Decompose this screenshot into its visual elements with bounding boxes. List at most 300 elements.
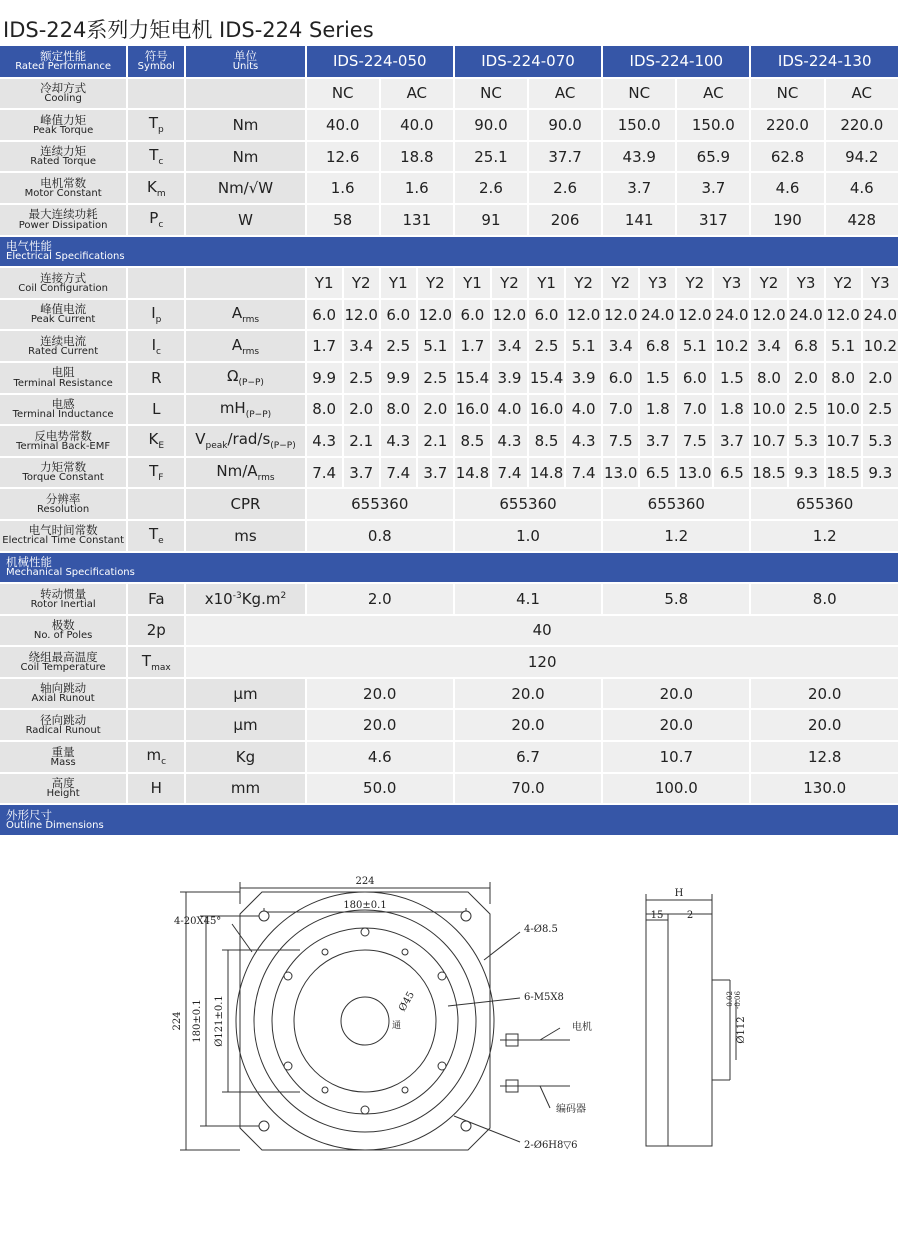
- dim-224-left: 224: [172, 1011, 183, 1031]
- value-cell: 90.0: [454, 109, 528, 141]
- value-cell: 1.2: [750, 520, 899, 552]
- section-electrical-en: Electrical Specifications: [6, 251, 125, 263]
- value-cell: 5.8: [602, 583, 750, 615]
- value-cell: 20.0: [306, 709, 454, 741]
- value-cell: 206: [528, 204, 602, 236]
- value-cell: 5.1: [417, 330, 454, 362]
- value-cell: 4.3: [491, 425, 528, 457]
- value-cell: 4.6: [825, 172, 899, 204]
- value-cell: 12.0: [750, 299, 787, 331]
- row-label: [0, 267, 127, 299]
- unit: V: [195, 430, 206, 449]
- symbol: T: [148, 525, 159, 544]
- rated-row: [0, 141, 899, 173]
- section-mechanical: [0, 552, 899, 584]
- model-header: IDS-224-050: [306, 46, 454, 78]
- row-label-en: Radical Runout: [25, 725, 101, 737]
- row-label-en: Terminal Back-EMF: [16, 440, 111, 452]
- value-cell: 8.0: [750, 583, 899, 615]
- value-cell: Y1: [306, 267, 343, 299]
- symbol: L: [152, 400, 161, 419]
- row-label: [0, 204, 127, 236]
- value-cell: 12.8: [750, 741, 899, 773]
- symbol-cell: [127, 583, 185, 615]
- value-cell: 13.0: [602, 457, 639, 489]
- dim-180-left: 180±0.1: [192, 999, 203, 1043]
- value-cell: 428: [825, 204, 899, 236]
- value-cell: 8.0: [750, 362, 787, 394]
- value-cell: 70.0: [454, 773, 602, 805]
- row-label-zh: 峰值力矩: [40, 112, 87, 127]
- value-cell: 1.5: [639, 362, 676, 394]
- header-symbol: [127, 46, 185, 78]
- value-cell: 4.6: [306, 741, 454, 773]
- row-label-zh: 最大连续功耗: [28, 207, 98, 222]
- elec-row: [0, 299, 899, 331]
- span-value: 120: [185, 646, 899, 678]
- value-cell: 43.9: [602, 141, 676, 173]
- row-label-en: Terminal Resistance: [13, 377, 113, 389]
- unit: Nm: [232, 147, 259, 166]
- value-cell: 20.0: [454, 678, 602, 710]
- value-cell: 2.5: [417, 362, 454, 394]
- row-label-zh: 分辨率: [45, 491, 81, 506]
- symbol-sub: e: [158, 536, 164, 547]
- value-cell: 3.7: [602, 172, 676, 204]
- dim-224-top: 224: [355, 876, 375, 887]
- symbol: 2p: [146, 621, 166, 640]
- row-label: [0, 741, 127, 773]
- value-cell: 2.5: [528, 330, 565, 362]
- row-label-zh: 反电势常数: [34, 428, 92, 443]
- value-cell: 130.0: [750, 773, 899, 805]
- section-outline-en: Outline Dimensions: [6, 819, 104, 831]
- value-cell: 12.0: [417, 299, 454, 331]
- symbol: Fa: [148, 589, 165, 608]
- mech-row: [0, 773, 899, 805]
- row-label: [0, 141, 127, 173]
- value-cell: 20.0: [750, 709, 899, 741]
- elec-row: [0, 457, 899, 489]
- value-cell: 655360: [602, 488, 750, 520]
- rated-row: [0, 172, 899, 204]
- unit-cell: [185, 394, 305, 426]
- value-cell: 6.0: [306, 299, 343, 331]
- value-cell: Y2: [417, 267, 454, 299]
- value-cell: 1.6: [306, 172, 380, 204]
- side-view: [646, 914, 712, 1146]
- symbol-cell: [127, 78, 185, 110]
- dim-121: Ø121±0.1: [214, 995, 225, 1047]
- symbol: T: [149, 462, 159, 481]
- value-cell: 1.2: [602, 520, 750, 552]
- row-label: [0, 299, 127, 331]
- value-cell: Y3: [862, 267, 899, 299]
- value-cell: 2.0: [306, 583, 454, 615]
- unit-sub: rms: [257, 473, 275, 484]
- value-cell: 3.4: [491, 330, 528, 362]
- value-cell: 4.0: [491, 394, 528, 426]
- symbol: I: [151, 304, 156, 323]
- header-symbol-zh: 符号: [144, 49, 168, 64]
- row-label-en: Rated Current: [28, 345, 99, 357]
- unit2: Kg.m: [241, 589, 281, 608]
- value-cell: 6.0: [528, 299, 565, 331]
- value-cell: 6.0: [454, 299, 491, 331]
- row-label: [0, 615, 127, 647]
- section-mechanical-en: Mechanical Specifications: [6, 567, 135, 579]
- header-row: [0, 46, 899, 78]
- unit: μm: [233, 684, 258, 703]
- value-cell: 20.0: [602, 678, 750, 710]
- row-label-zh: 连接方式: [40, 270, 87, 285]
- unit-sub: (P−P): [238, 378, 264, 389]
- hole-label: 4-Ø8.5: [524, 924, 558, 935]
- row-label-en: Coil Configuration: [18, 282, 108, 294]
- value-cell: 1.7: [306, 330, 343, 362]
- value-cell: 3.7: [417, 457, 454, 489]
- value-cell: 141: [602, 204, 676, 236]
- unit: A: [231, 304, 243, 323]
- unit: mm: [230, 779, 261, 798]
- header-units-en: Units: [232, 61, 259, 73]
- row-label: [0, 362, 127, 394]
- rated-row: [0, 109, 899, 141]
- value-cell: 20.0: [454, 709, 602, 741]
- symbol: T: [149, 146, 159, 165]
- value-cell: Y2: [491, 267, 528, 299]
- value-cell: 15.4: [528, 362, 565, 394]
- value-cell: Y2: [676, 267, 713, 299]
- value-cell: 2.1: [417, 425, 454, 457]
- row-label-zh: 高度: [51, 776, 75, 791]
- row-label-en: Axial Runout: [31, 693, 95, 705]
- value-cell: 3.7: [676, 172, 750, 204]
- value-cell: 40.0: [306, 109, 380, 141]
- symbol-cell: [127, 457, 185, 489]
- section-electrical-cell: [0, 236, 899, 268]
- symbol-cell: [127, 773, 185, 805]
- model-header: IDS-224-100: [602, 46, 750, 78]
- value-cell: 8.0: [825, 362, 862, 394]
- section-outline-zh: 外形尺寸: [6, 807, 52, 822]
- value-cell: 94.2: [825, 141, 899, 173]
- value-cell: 91: [454, 204, 528, 236]
- value-cell: 6.5: [713, 457, 750, 489]
- value-cell: 12.0: [676, 299, 713, 331]
- unit-sub: rms: [242, 315, 260, 326]
- value-cell: 150.0: [602, 109, 676, 141]
- value-cell: 25.1: [454, 141, 528, 173]
- span-value: 40: [185, 615, 899, 647]
- symbol: I: [151, 335, 157, 354]
- value-cell: Y1: [528, 267, 565, 299]
- value-cell: 5.1: [676, 330, 713, 362]
- mech-row: [0, 709, 899, 741]
- symbol-sub: c: [161, 757, 167, 768]
- value-cell: 24.0: [788, 299, 825, 331]
- row-label-en: No. of Poles: [33, 630, 93, 642]
- value-cell: 1.8: [639, 394, 676, 426]
- value-cell: 1.5: [713, 362, 750, 394]
- symbol: K: [146, 177, 157, 196]
- value-cell: 1.6: [380, 172, 454, 204]
- value-cell: NC: [454, 78, 528, 110]
- value-cell: 40.0: [380, 109, 454, 141]
- value-cell: 2.0: [862, 362, 899, 394]
- value-cell: 9.9: [380, 362, 417, 394]
- unit-cell: [185, 457, 305, 489]
- unit-cell: [185, 362, 305, 394]
- value-cell: Y2: [343, 267, 380, 299]
- row-label-zh: 连续力矩: [40, 144, 87, 159]
- value-cell: 2.0: [788, 362, 825, 394]
- unit: Kg: [235, 747, 256, 766]
- pin-label: 2-Ø6H8▽6: [524, 1140, 578, 1151]
- value-cell: 12.0: [602, 299, 639, 331]
- mech-row: [0, 583, 899, 615]
- symbol: P: [149, 209, 159, 228]
- unit-cell: [185, 78, 305, 110]
- value-cell: 10.7: [750, 425, 787, 457]
- row-label: [0, 109, 127, 141]
- value-cell: 14.8: [528, 457, 565, 489]
- section-electrical-zh: 电气性能: [6, 239, 52, 254]
- unit-cell: [185, 520, 305, 552]
- symbol-cell: [127, 362, 185, 394]
- value-cell: 20.0: [750, 678, 899, 710]
- row-label-zh: 重量: [51, 744, 75, 759]
- value-cell: 220.0: [825, 109, 899, 141]
- symbol-cell: [127, 109, 185, 141]
- outline-drawing: [0, 860, 900, 1246]
- mech-row: [0, 646, 899, 678]
- unit: mH: [219, 398, 246, 417]
- value-cell: NC: [750, 78, 824, 110]
- row-label-en: Electrical Time Constant: [2, 535, 124, 547]
- value-cell: AC: [825, 78, 899, 110]
- value-cell: 2.5: [862, 394, 899, 426]
- value-cell: 18.8: [380, 141, 454, 173]
- row-label-zh: 电气时间常数: [28, 523, 98, 538]
- row-label-en: Coil Temperature: [20, 661, 106, 673]
- row-label: [0, 330, 127, 362]
- value-cell: 20.0: [306, 678, 454, 710]
- header-performance-zh: 额定性能: [40, 49, 87, 64]
- value-cell: 10.0: [750, 394, 787, 426]
- value-cell: 3.9: [565, 362, 602, 394]
- section-outline: [0, 804, 899, 836]
- value-cell: 3.9: [491, 362, 528, 394]
- symbol-cell: [127, 488, 185, 520]
- value-cell: 15.4: [454, 362, 491, 394]
- value-cell: 8.0: [306, 394, 343, 426]
- value-cell: 3.4: [602, 330, 639, 362]
- value-cell: 7.4: [306, 457, 343, 489]
- value-cell: 7.5: [602, 425, 639, 457]
- row-label-en: Resolution: [36, 503, 90, 515]
- elec-row: [0, 394, 899, 426]
- value-cell: 5.3: [862, 425, 899, 457]
- resolution-row: [0, 488, 899, 520]
- mech-row: [0, 678, 899, 710]
- value-cell: 9.3: [788, 457, 825, 489]
- unit: Ω: [227, 367, 239, 386]
- value-cell: 2.6: [454, 172, 528, 204]
- value-cell: 12.6: [306, 141, 380, 173]
- encoder-label: 编码器: [556, 1104, 586, 1115]
- unit: A: [231, 335, 243, 354]
- value-cell: Y3: [639, 267, 676, 299]
- header-symbol-en: Symbol: [137, 61, 175, 73]
- header-performance-en: Rated Performance: [15, 61, 112, 73]
- row-label-en: Rotor Inertial: [30, 598, 96, 610]
- value-cell: 16.0: [528, 394, 565, 426]
- unit: x10: [204, 589, 233, 608]
- header-units-zh: 单位: [233, 49, 257, 64]
- unit-cell: [185, 583, 305, 615]
- value-cell: 12.0: [565, 299, 602, 331]
- value-cell: 2.0: [343, 394, 380, 426]
- section-mechanical-cell: [0, 552, 899, 584]
- unit-cell: [185, 267, 305, 299]
- center-bore: [341, 997, 389, 1045]
- dim-45: Ø45: [397, 989, 418, 1014]
- value-cell: 4.3: [306, 425, 343, 457]
- symbol-cell: [127, 520, 185, 552]
- row-label-zh: 轴向跳动: [40, 681, 87, 696]
- symbol-sub: p: [155, 315, 162, 326]
- symbol-sub: c: [156, 346, 161, 357]
- value-cell: 12.0: [343, 299, 380, 331]
- symbol-cell: [127, 425, 185, 457]
- row-label-zh: 绕组最高温度: [28, 649, 98, 664]
- value-cell: 13.0: [676, 457, 713, 489]
- value-cell: 14.8: [454, 457, 491, 489]
- dim-h: H: [674, 888, 684, 899]
- value-cell: 10.7: [602, 741, 750, 773]
- value-cell: Y3: [788, 267, 825, 299]
- tol-up: -0.02: [726, 991, 734, 1009]
- etc-row: [0, 520, 899, 552]
- value-cell: 10.2: [713, 330, 750, 362]
- symbol: H: [150, 779, 162, 798]
- value-cell: Y1: [380, 267, 417, 299]
- value-cell: 6.8: [788, 330, 825, 362]
- value-cell: 3.4: [343, 330, 380, 362]
- value-cell: AC: [528, 78, 602, 110]
- unit-cell: [185, 172, 305, 204]
- tol-down: -0.06: [734, 991, 742, 1009]
- unit2: /rad/s: [227, 430, 271, 449]
- unit-sup2: 2: [280, 590, 287, 601]
- value-cell: 90.0: [528, 109, 602, 141]
- row-label-en: Cooling: [44, 93, 82, 105]
- unit-cell: [185, 204, 305, 236]
- value-cell: 12.0: [491, 299, 528, 331]
- value-cell: Y2: [602, 267, 639, 299]
- unit-cell: [185, 678, 305, 710]
- value-cell: 5.3: [788, 425, 825, 457]
- row-label-en: Peak Torque: [33, 124, 94, 136]
- value-cell: 62.8: [750, 141, 824, 173]
- row-label: [0, 172, 127, 204]
- symbol: m: [146, 746, 162, 765]
- dim-112: Ø112: [736, 1016, 747, 1044]
- row-label: [0, 646, 127, 678]
- unit: CPR: [230, 495, 261, 514]
- value-cell: 655360: [306, 488, 454, 520]
- unit: μm: [233, 716, 258, 735]
- value-cell: 4.0: [565, 394, 602, 426]
- unit-cell: [185, 425, 305, 457]
- value-cell: 0.8: [306, 520, 454, 552]
- symbol-sub: c: [158, 157, 164, 168]
- symbol-sub: F: [158, 473, 164, 484]
- symbol-cell: [127, 678, 185, 710]
- value-cell: 1.7: [454, 330, 491, 362]
- value-cell: Y1: [454, 267, 491, 299]
- symbol-cell: [127, 709, 185, 741]
- value-cell: Y2: [825, 267, 862, 299]
- unit-sub2: (P−P): [270, 441, 296, 452]
- value-cell: Y2: [750, 267, 787, 299]
- chamfer-label: 4-20X45°: [174, 916, 222, 927]
- row-label-en: Torque Constant: [22, 472, 104, 484]
- symbol-sub: max: [151, 662, 171, 673]
- dim-2: 2: [686, 910, 694, 921]
- row-label: [0, 678, 127, 710]
- value-cell: 6.8: [639, 330, 676, 362]
- dim-15: 15: [650, 910, 664, 921]
- value-cell: 6.0: [380, 299, 417, 331]
- value-cell: 7.0: [602, 394, 639, 426]
- value-cell: 6.0: [602, 362, 639, 394]
- row-label-zh: 转动惯量: [40, 586, 87, 601]
- unit-sub: rms: [242, 346, 260, 357]
- value-cell: 1.0: [454, 520, 602, 552]
- value-cell: 18.5: [825, 457, 862, 489]
- value-cell: 12.0: [825, 299, 862, 331]
- unit-cell: [185, 141, 305, 173]
- value-cell: 131: [380, 204, 454, 236]
- value-cell: 655360: [750, 488, 899, 520]
- symbol: K: [148, 430, 159, 449]
- value-cell: 4.3: [565, 425, 602, 457]
- value-cell: 8.5: [528, 425, 565, 457]
- value-cell: 24.0: [639, 299, 676, 331]
- row-label-en: Height: [46, 788, 80, 800]
- value-cell: 2.6: [528, 172, 602, 204]
- row-label: [0, 457, 127, 489]
- value-cell: 6.0: [676, 362, 713, 394]
- unit: Nm: [232, 115, 259, 134]
- m5-label: 6-M5X8: [524, 992, 564, 1003]
- row-label: [0, 78, 127, 110]
- row-label-zh: 电感: [51, 397, 75, 412]
- page-title: IDS-224系列力矩电机 IDS-224 Series: [3, 18, 374, 42]
- row-label-en: Mass: [50, 756, 76, 768]
- value-cell: 7.4: [565, 457, 602, 489]
- symbol-cell: [127, 615, 185, 647]
- model-header: IDS-224-130: [750, 46, 899, 78]
- row-label-zh: 径向跳动: [40, 712, 87, 727]
- row-label: [0, 773, 127, 805]
- value-cell: 7.4: [491, 457, 528, 489]
- symbol-sub: c: [158, 220, 164, 231]
- row-label: [0, 488, 127, 520]
- symbol-sub: E: [158, 441, 165, 452]
